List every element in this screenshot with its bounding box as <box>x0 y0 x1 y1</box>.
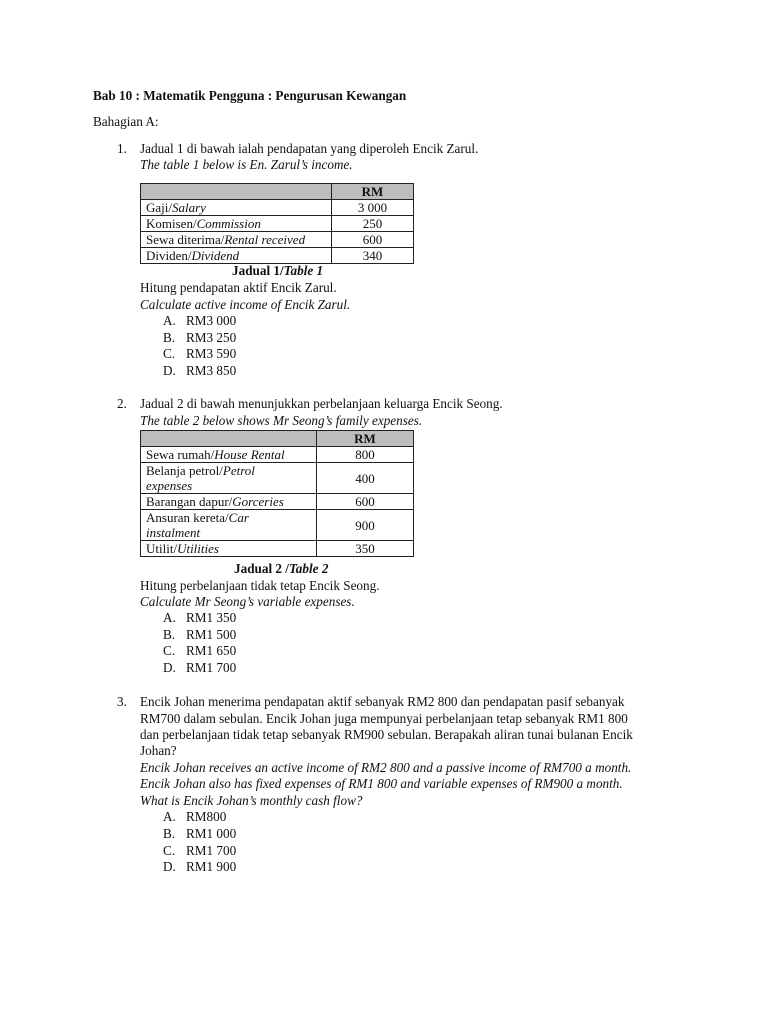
table-header-empty <box>141 431 317 447</box>
table-cell-item: Ansuran kereta/Car instalment <box>141 510 317 541</box>
question-text-en-line: Encik Johan receives an active income of RM2 800 and a passive income of RM700 a month. <box>140 760 632 775</box>
table-cell-value: 900 <box>317 510 414 541</box>
table-cell-item: Sewa diterima/Rental received <box>141 232 332 248</box>
table-header-rm: RM <box>317 431 414 447</box>
table-cell-value: 350 <box>317 541 414 557</box>
option-d[interactable]: D. RM1 900 <box>163 859 237 874</box>
table-cell-value: 340 <box>332 248 414 264</box>
table-row <box>141 447 414 463</box>
question-prompt-ms: Hitung perbelanjaan tidak tetap Encik Seong. <box>140 578 380 593</box>
table-cell-value: 250 <box>332 216 414 232</box>
page-title: Bab 10 : Matematik Pengguna : Pengurusan Kewangan <box>93 88 407 103</box>
question-intro-en: The table 2 below shows Mr Seong’s family expenses. <box>140 413 423 428</box>
table-row <box>141 216 414 232</box>
table-header-row <box>141 431 414 447</box>
question-number: 1. <box>117 141 127 156</box>
question-text-ms-line: dan perbelanjaan tidak tetap sebanyak RM900 sebulan. Berapakah aliran tunai bulanan Encik <box>140 727 633 742</box>
table-row <box>141 494 414 510</box>
table-row <box>141 200 414 216</box>
table-cell-item: Barangan dapur/Gorceries <box>141 494 317 510</box>
table-cell-value: 600 <box>317 494 414 510</box>
question-prompt-en: Calculate active income of Encik Zarul. <box>140 297 351 312</box>
table-header-rm: RM <box>332 184 414 200</box>
table-cell-value: 600 <box>332 232 414 248</box>
question-intro-ms: Jadual 1 di bawah ialah pendapatan yang diperoleh Encik Zarul. <box>140 141 479 156</box>
table-row <box>141 510 414 541</box>
question-prompt-ms: Hitung pendapatan aktif Encik Zarul. <box>140 280 337 295</box>
option-a[interactable]: A. RM1 350 <box>163 610 237 625</box>
table-cell-item: Dividen/Dividend <box>141 248 332 264</box>
table-row <box>141 463 414 494</box>
table-cell-value: 800 <box>317 447 414 463</box>
option-b[interactable]: B. RM1 000 <box>163 826 237 841</box>
table-header-empty <box>141 184 332 200</box>
question-intro-en: The table 1 below is En. Zarul’s income. <box>140 157 353 172</box>
option-a[interactable]: A. RM800 <box>163 809 227 824</box>
table-row <box>141 232 414 248</box>
question-prompt-en: Calculate Mr Seong’s variable expenses. <box>140 594 355 609</box>
table-caption: Jadual 1/Table 1 <box>232 263 324 278</box>
option-d[interactable]: D. RM3 850 <box>163 363 237 378</box>
question-text-en-line: Encik Johan also has fixed expenses of RM1 800 and variable expenses of RM900 a month. <box>140 776 623 791</box>
section-label: Bahagian A: <box>93 114 159 129</box>
question-text-ms-line: Johan? <box>140 743 177 758</box>
question-text-ms-line: Encik Johan menerima pendapatan aktif sebanyak RM2 800 dan pendapatan pasif sebanyak <box>140 694 625 709</box>
table-row <box>141 248 414 264</box>
table-cell-item: Gaji/Salary <box>141 200 332 216</box>
question-number: 2. <box>117 396 127 411</box>
question-intro-ms: Jadual 2 di bawah menunjukkan perbelanjaan keluarga Encik Seong. <box>140 396 503 411</box>
table-header-row <box>141 184 414 200</box>
option-b[interactable]: B. RM3 250 <box>163 330 237 345</box>
table-cell-value: 3 000 <box>332 200 414 216</box>
option-d[interactable]: D. RM1 700 <box>163 660 237 675</box>
question-number: 3. <box>117 694 127 709</box>
option-c[interactable]: C. RM3 590 <box>163 346 237 361</box>
table-cell-item: Belanja petrol/Petrol expenses <box>141 463 317 494</box>
table-cell-value: 400 <box>317 463 414 494</box>
table-cell-item: Sewa rumah/House Rental <box>141 447 317 463</box>
table-caption: Jadual 2 /Table 2 <box>234 561 329 576</box>
income-table <box>140 183 414 264</box>
question-text-en-line: What is Encik Johan’s monthly cash flow? <box>140 793 363 808</box>
table-row <box>141 541 414 557</box>
option-a[interactable]: A. RM3 000 <box>163 313 237 328</box>
option-c[interactable]: C. RM1 650 <box>163 643 237 658</box>
option-b[interactable]: B. RM1 500 <box>163 627 237 642</box>
question-text-ms-line: RM700 dalam sebulan. Encik Johan juga mempunyai perbelanjaan tetap sebanyak RM1 800 <box>140 711 628 726</box>
expenses-table <box>140 430 414 557</box>
table-cell-item: Utilit/Utilities <box>141 541 317 557</box>
option-c[interactable]: C. RM1 700 <box>163 843 237 858</box>
table-cell-item: Komisen/Commission <box>141 216 332 232</box>
